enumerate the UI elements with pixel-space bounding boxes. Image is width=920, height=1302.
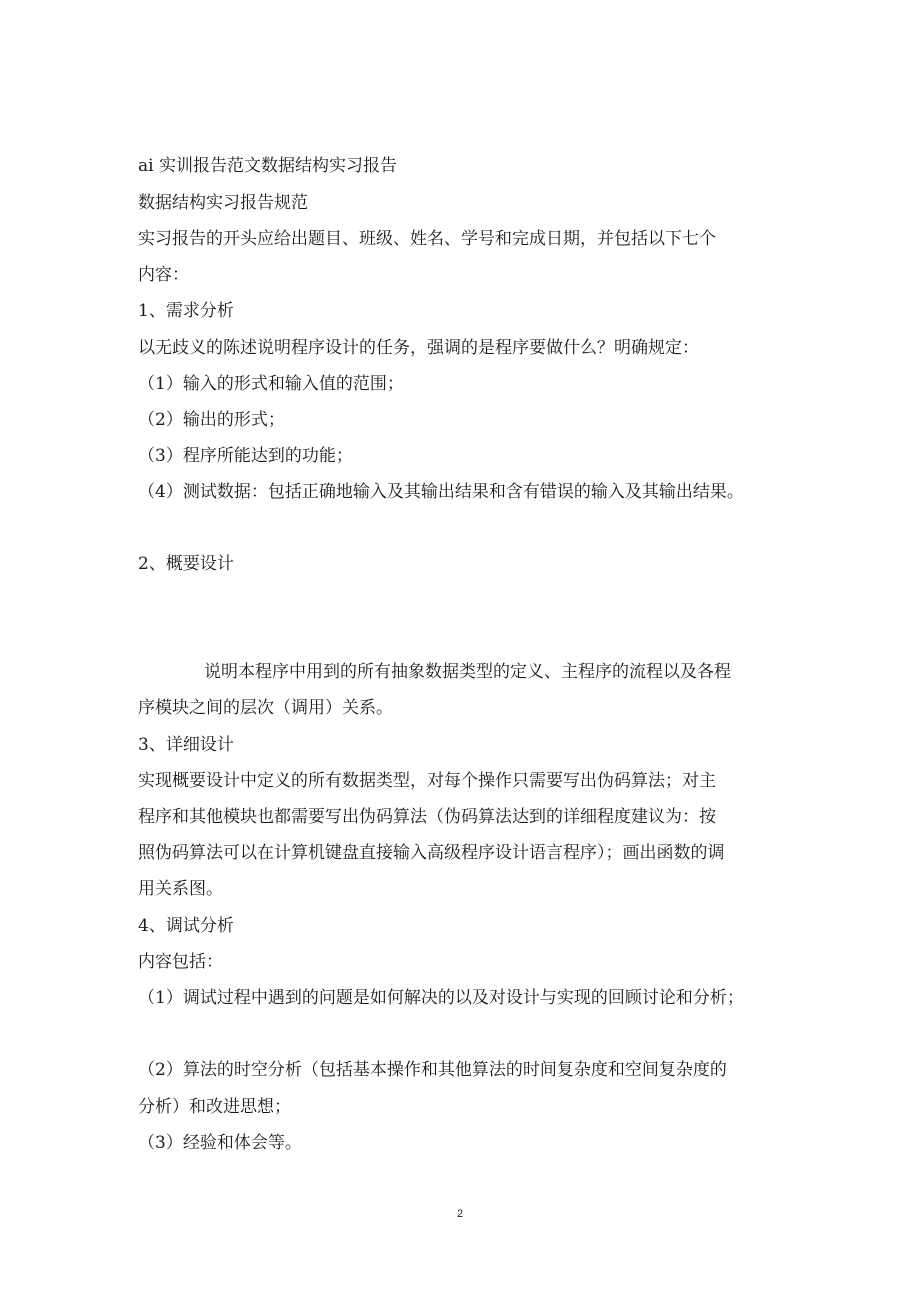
paragraph-line: 实现概要设计中定义的所有数据类型，对每个操作只需要写出伪码算法；对主: [138, 771, 716, 791]
list-item: （2）输出的形式；: [138, 410, 285, 430]
paragraph-line: 内容包括：: [138, 952, 223, 972]
list-item: （4）测试数据：包括正确地输入及其输出结果和含有错误的输入及其输出结果。: [138, 482, 744, 502]
paragraph-line: 内容：: [138, 265, 189, 285]
section-heading: 4、调试分析: [138, 916, 234, 936]
paragraph-line: 程序和其他模块也都需要写出伪码算法（伪码算法达到的详细程度建议为：按: [138, 807, 716, 827]
page-number: 2: [456, 1208, 464, 1220]
paragraph-line: 以无歧义的陈述说明程序设计的任务，强调的是程序要做什么？明确规定：: [138, 338, 699, 358]
list-item: （1）输入的形式和输入值的范围；: [138, 374, 404, 394]
section-heading: 数据结构实习报告规范: [138, 193, 308, 213]
paragraph-line: 实习报告的开头应给出题目、班级、姓名、学号和完成日期，并包括以下七个: [138, 229, 716, 249]
paragraph-line: 说明本程序中用到的所有抽象数据类型的定义、主程序的流程以及各程: [204, 662, 731, 682]
paragraph-line: 用关系图。: [138, 879, 223, 899]
paragraph-line: 照伪码算法可以在计算机键盘直接输入高级程序设计语言程序）；画出函数的调: [138, 843, 725, 863]
list-item: （3）经验和体会等。: [138, 1133, 302, 1153]
section-heading: 1、需求分析: [138, 301, 234, 321]
list-item: （1）调试过程中遇到的问题是如何解决的以及对设计与实现的回顾讨论和分析；: [138, 988, 744, 1008]
section-heading: 2、概要设计: [138, 554, 234, 574]
paragraph-line: 序模块之间的层次（调用）关系。: [138, 698, 393, 718]
paragraph-line: 分析）和改进思想；: [138, 1097, 291, 1117]
document-title: ai 实训报告范文数据结构实习报告: [138, 156, 397, 176]
section-heading: 3、详细设计: [138, 735, 234, 755]
list-item: （2）算法的时空分析（包括基本操作和其他算法的时间复杂度和空间复杂度的: [138, 1060, 727, 1080]
list-item: （3）程序所能达到的功能；: [138, 446, 353, 466]
